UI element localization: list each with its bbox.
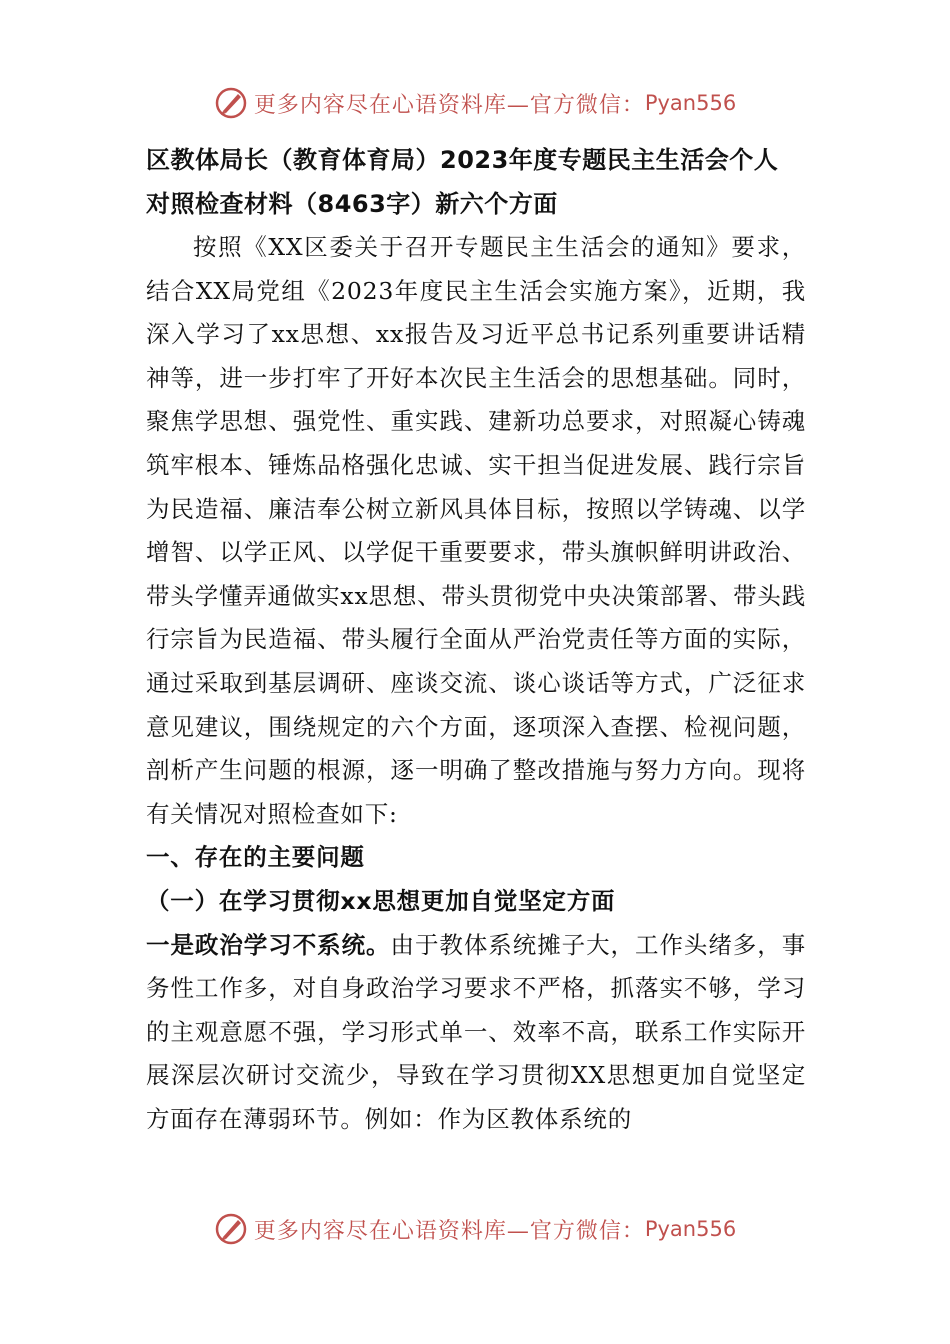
watermark-banner-bottom — [0, 1209, 950, 1249]
document-title-line2: 对照检查材料（8463字）新六个方面 — [146, 190, 558, 218]
intro-paragraph: 按照《XX区委关于召开专题民主生活会的通知》要求，结合XX局党组《2023年度民主生活会实施方案》，近期，我深入学习了xx思想、xx报告及习近平总书记系列重要讲话精神等，进一步打牢了开好本次民主生活会的思想基础。同时，聚焦学思想、强党性、重实践、建新功总要求，对照凝心铸魂筑牢根本、锤炼品格强化忠诚、实干担当促进发展、践行宗旨为民造福、廉洁奉公树立新风具体目标，按照以学铸魂、以学增智、以学正风、以学促干重要要求，带头旗帜鲜明讲政治、带头学懂弄通做实xx思想、带头贯彻党中央决策部署、带头践行宗旨为民造福、带头履行全面从严治党责任等方面的实际，通过采取到基层调研、座谈交流、谈心谈话等方式，广泛征求意见建议，围绕规定的六个方面，逐项深入查摆、检视问题，剖析产生问题的根源，逐一明确了整改措施与努力方向。现将有关情况对照检查如下: — [146, 233, 806, 828]
point-paragraph-1 — [146, 924, 806, 1142]
subsection-heading-1: （一）在学习贯彻xx思想更加自觉坚定方面 — [146, 886, 616, 915]
watermark-banner-top — [0, 83, 950, 123]
watermark-text: 更多内容尽在心语资料库—官方微信： — [253, 1218, 645, 1244]
section-heading-1: 一、存在的主要问题 — [146, 843, 365, 872]
point-body-1: 由于教体系统摊子大，工作头绪多，事务性工作多，对自身政治学习要求不严格，抓落实不够，学习的主观意愿不强，学习形式单一、效率不高，联系工作实际开展深层次研讨交流少，导致在学习贯彻XX思想更加自觉坚定方面存在薄弱环节。例如：作为区教体系统的 — [146, 930, 806, 1133]
watermark-text: 更多内容尽在心语资料库—官方微信： — [253, 92, 645, 118]
document-body — [146, 138, 806, 1141]
pen-logo-icon — [214, 1212, 248, 1246]
pen-logo-icon — [214, 86, 248, 120]
point-lead-1: 一是政治学习不系统。 — [146, 930, 391, 959]
document-title-line1: 区教体局长（教育体育局）2023年度专题民主生活会个人 — [146, 146, 779, 174]
watermark-code: Pyan556 — [644, 1217, 737, 1241]
watermark-code: Pyan556 — [644, 91, 737, 115]
